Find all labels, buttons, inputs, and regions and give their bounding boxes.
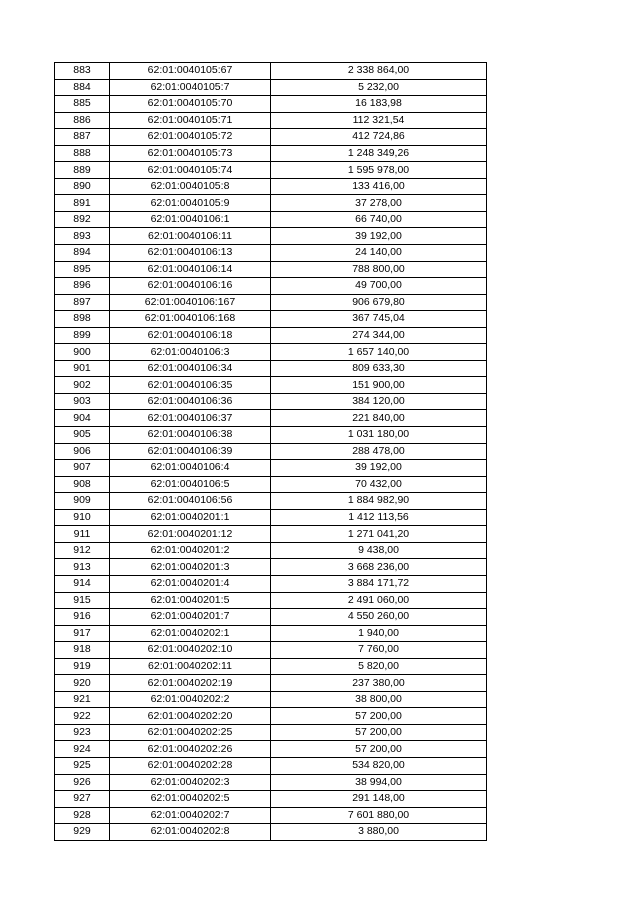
row-number-cell: 928 (55, 807, 110, 824)
table-row (55, 493, 487, 510)
table-row (55, 443, 487, 460)
value-cell: 1 940,00 (271, 625, 487, 642)
table-row (55, 675, 487, 692)
table-row (55, 311, 487, 328)
value-cell: 39 192,00 (271, 228, 487, 245)
cadastral-number-cell: 62:01:0040202:10 (110, 642, 271, 659)
table-row (55, 245, 487, 262)
row-number-cell: 907 (55, 460, 110, 477)
cadastral-number-cell: 62:01:0040202:19 (110, 675, 271, 692)
cadastral-number-cell: 62:01:0040202:5 (110, 791, 271, 808)
row-number-cell: 929 (55, 824, 110, 841)
table-row (55, 625, 487, 642)
table-row (55, 344, 487, 361)
value-cell: 1 657 140,00 (271, 344, 487, 361)
value-cell: 1 248 349,26 (271, 145, 487, 162)
cadastral-number-cell: 62:01:0040202:25 (110, 724, 271, 741)
table-row (55, 327, 487, 344)
cadastral-number-cell: 62:01:0040202:11 (110, 658, 271, 675)
row-number-cell: 901 (55, 360, 110, 377)
value-cell: 534 820,00 (271, 757, 487, 774)
cadastral-number-cell: 62:01:0040106:13 (110, 245, 271, 262)
value-cell: 1 031 180,00 (271, 427, 487, 444)
table-row (55, 559, 487, 576)
value-cell: 5 820,00 (271, 658, 487, 675)
table-row (55, 460, 487, 477)
row-number-cell: 925 (55, 757, 110, 774)
table-row (55, 642, 487, 659)
value-cell: 57 200,00 (271, 708, 487, 725)
value-cell: 221 840,00 (271, 410, 487, 427)
cadastral-number-cell: 62:01:0040202:8 (110, 824, 271, 841)
cadastral-number-cell: 62:01:0040106:1 (110, 211, 271, 228)
row-number-cell: 911 (55, 526, 110, 543)
value-cell: 70 432,00 (271, 476, 487, 493)
row-number-cell: 905 (55, 427, 110, 444)
cadastral-number-cell: 62:01:0040201:4 (110, 575, 271, 592)
row-number-cell: 919 (55, 658, 110, 675)
cadastral-number-cell: 62:01:0040106:36 (110, 393, 271, 410)
value-cell: 66 740,00 (271, 211, 487, 228)
value-cell: 1 271 041,20 (271, 526, 487, 543)
cadastral-number-cell: 62:01:0040202:1 (110, 625, 271, 642)
cadastral-number-cell: 62:01:0040106:4 (110, 460, 271, 477)
row-number-cell: 889 (55, 162, 110, 179)
cadastral-number-cell: 62:01:0040105:73 (110, 145, 271, 162)
row-number-cell: 897 (55, 294, 110, 311)
table-row (55, 609, 487, 626)
value-cell: 57 200,00 (271, 741, 487, 758)
table-row (55, 427, 487, 444)
row-number-cell: 914 (55, 575, 110, 592)
table-row (55, 63, 487, 80)
cadastral-number-cell: 62:01:0040106:35 (110, 377, 271, 394)
table-row (55, 807, 487, 824)
table-row (55, 96, 487, 113)
cadastral-number-cell: 62:01:0040202:3 (110, 774, 271, 791)
value-cell: 1 595 978,00 (271, 162, 487, 179)
cadastral-number-cell: 62:01:0040105:67 (110, 63, 271, 80)
cadastral-number-cell: 62:01:0040105:70 (110, 96, 271, 113)
value-cell: 57 200,00 (271, 724, 487, 741)
cadastral-number-cell: 62:01:0040106:11 (110, 228, 271, 245)
row-number-cell: 903 (55, 393, 110, 410)
cadastral-number-cell: 62:01:0040201:2 (110, 542, 271, 559)
row-number-cell: 927 (55, 791, 110, 808)
cadastral-number-cell: 62:01:0040201:3 (110, 559, 271, 576)
cadastral-number-cell: 62:01:0040202:2 (110, 691, 271, 708)
table-row (55, 658, 487, 675)
row-number-cell: 923 (55, 724, 110, 741)
row-number-cell: 890 (55, 178, 110, 195)
cadastral-number-cell: 62:01:0040105:8 (110, 178, 271, 195)
table-row (55, 691, 487, 708)
row-number-cell: 902 (55, 377, 110, 394)
cadastral-number-cell: 62:01:0040106:16 (110, 278, 271, 295)
value-cell: 4 550 260,00 (271, 609, 487, 626)
value-cell: 1 884 982,90 (271, 493, 487, 510)
table-row (55, 211, 487, 228)
table-row (55, 724, 487, 741)
row-number-cell: 908 (55, 476, 110, 493)
row-number-cell: 900 (55, 344, 110, 361)
cadastral-number-cell: 62:01:0040105:9 (110, 195, 271, 212)
cadastral-number-cell: 62:01:0040106:5 (110, 476, 271, 493)
table-row (55, 824, 487, 841)
cadastral-number-cell: 62:01:0040106:34 (110, 360, 271, 377)
table-row (55, 476, 487, 493)
table-row (55, 393, 487, 410)
table-row (55, 741, 487, 758)
table-row (55, 129, 487, 146)
cadastral-number-cell: 62:01:0040202:7 (110, 807, 271, 824)
row-number-cell: 894 (55, 245, 110, 262)
cadastral-number-cell: 62:01:0040106:37 (110, 410, 271, 427)
cadastral-number-cell: 62:01:0040106:39 (110, 443, 271, 460)
row-number-cell: 886 (55, 112, 110, 129)
cadastral-number-cell: 62:01:0040202:26 (110, 741, 271, 758)
cadastral-number-cell: 62:01:0040202:28 (110, 757, 271, 774)
value-cell: 3 668 236,00 (271, 559, 487, 576)
cadastral-number-cell: 62:01:0040105:71 (110, 112, 271, 129)
value-cell: 38 994,00 (271, 774, 487, 791)
row-number-cell: 910 (55, 509, 110, 526)
row-number-cell: 885 (55, 96, 110, 113)
value-cell: 39 192,00 (271, 460, 487, 477)
value-cell: 384 120,00 (271, 393, 487, 410)
cadastral-number-cell: 62:01:0040106:167 (110, 294, 271, 311)
row-number-cell: 888 (55, 145, 110, 162)
row-number-cell: 895 (55, 261, 110, 278)
row-number-cell: 887 (55, 129, 110, 146)
value-cell: 24 140,00 (271, 245, 487, 262)
cadastral-number-cell: 62:01:0040202:20 (110, 708, 271, 725)
table-row (55, 360, 487, 377)
row-number-cell: 892 (55, 211, 110, 228)
cadastral-number-cell: 62:01:0040201:1 (110, 509, 271, 526)
value-cell: 37 278,00 (271, 195, 487, 212)
table-body (55, 63, 487, 841)
table-row (55, 79, 487, 96)
table-row (55, 278, 487, 295)
row-number-cell: 924 (55, 741, 110, 758)
cadastral-number-cell: 62:01:0040106:18 (110, 327, 271, 344)
table-row (55, 708, 487, 725)
row-number-cell: 916 (55, 609, 110, 626)
row-number-cell: 891 (55, 195, 110, 212)
value-cell: 9 438,00 (271, 542, 487, 559)
row-number-cell: 913 (55, 559, 110, 576)
value-cell: 16 183,98 (271, 96, 487, 113)
value-cell: 291 148,00 (271, 791, 487, 808)
row-number-cell: 909 (55, 493, 110, 510)
data-table (54, 62, 487, 841)
table-row (55, 112, 487, 129)
table-row (55, 509, 487, 526)
table-row (55, 410, 487, 427)
row-number-cell: 920 (55, 675, 110, 692)
table-row (55, 195, 487, 212)
table-row (55, 145, 487, 162)
table-row (55, 791, 487, 808)
value-cell: 49 700,00 (271, 278, 487, 295)
cadastral-number-cell: 62:01:0040201:7 (110, 609, 271, 626)
table-row (55, 377, 487, 394)
value-cell: 133 416,00 (271, 178, 487, 195)
cadastral-number-cell: 62:01:0040106:56 (110, 493, 271, 510)
value-cell: 5 232,00 (271, 79, 487, 96)
table-row (55, 178, 487, 195)
row-number-cell: 926 (55, 774, 110, 791)
row-number-cell: 906 (55, 443, 110, 460)
row-number-cell: 922 (55, 708, 110, 725)
cadastral-number-cell: 62:01:0040106:168 (110, 311, 271, 328)
cadastral-number-cell: 62:01:0040106:3 (110, 344, 271, 361)
value-cell: 112 321,54 (271, 112, 487, 129)
value-cell: 1 412 113,56 (271, 509, 487, 526)
value-cell: 237 380,00 (271, 675, 487, 692)
cadastral-number-cell: 62:01:0040105:7 (110, 79, 271, 96)
row-number-cell: 917 (55, 625, 110, 642)
table-row (55, 526, 487, 543)
table-row (55, 542, 487, 559)
value-cell: 7 601 880,00 (271, 807, 487, 824)
row-number-cell: 893 (55, 228, 110, 245)
value-cell: 809 633,30 (271, 360, 487, 377)
cadastral-number-cell: 62:01:0040105:72 (110, 129, 271, 146)
value-cell: 38 800,00 (271, 691, 487, 708)
table-row (55, 162, 487, 179)
row-number-cell: 912 (55, 542, 110, 559)
value-cell: 151 900,00 (271, 377, 487, 394)
value-cell: 788 800,00 (271, 261, 487, 278)
value-cell: 2 491 060,00 (271, 592, 487, 609)
table-row (55, 575, 487, 592)
row-number-cell: 896 (55, 278, 110, 295)
value-cell: 367 745,04 (271, 311, 487, 328)
table-row (55, 592, 487, 609)
row-number-cell: 915 (55, 592, 110, 609)
value-cell: 7 760,00 (271, 642, 487, 659)
row-number-cell: 884 (55, 79, 110, 96)
row-number-cell: 899 (55, 327, 110, 344)
table-row (55, 757, 487, 774)
cadastral-number-cell: 62:01:0040105:74 (110, 162, 271, 179)
value-cell: 3 884 171,72 (271, 575, 487, 592)
row-number-cell: 918 (55, 642, 110, 659)
table-row (55, 294, 487, 311)
value-cell: 906 679,80 (271, 294, 487, 311)
row-number-cell: 921 (55, 691, 110, 708)
table-row (55, 228, 487, 245)
value-cell: 412 724,86 (271, 129, 487, 146)
value-cell: 2 338 864,00 (271, 63, 487, 80)
cadastral-number-cell: 62:01:0040106:38 (110, 427, 271, 444)
table-row (55, 261, 487, 278)
value-cell: 274 344,00 (271, 327, 487, 344)
row-number-cell: 904 (55, 410, 110, 427)
cadastral-number-cell: 62:01:0040106:14 (110, 261, 271, 278)
value-cell: 288 478,00 (271, 443, 487, 460)
row-number-cell: 883 (55, 63, 110, 80)
value-cell: 3 880,00 (271, 824, 487, 841)
cadastral-number-cell: 62:01:0040201:12 (110, 526, 271, 543)
table-row (55, 774, 487, 791)
row-number-cell: 898 (55, 311, 110, 328)
cadastral-number-cell: 62:01:0040201:5 (110, 592, 271, 609)
